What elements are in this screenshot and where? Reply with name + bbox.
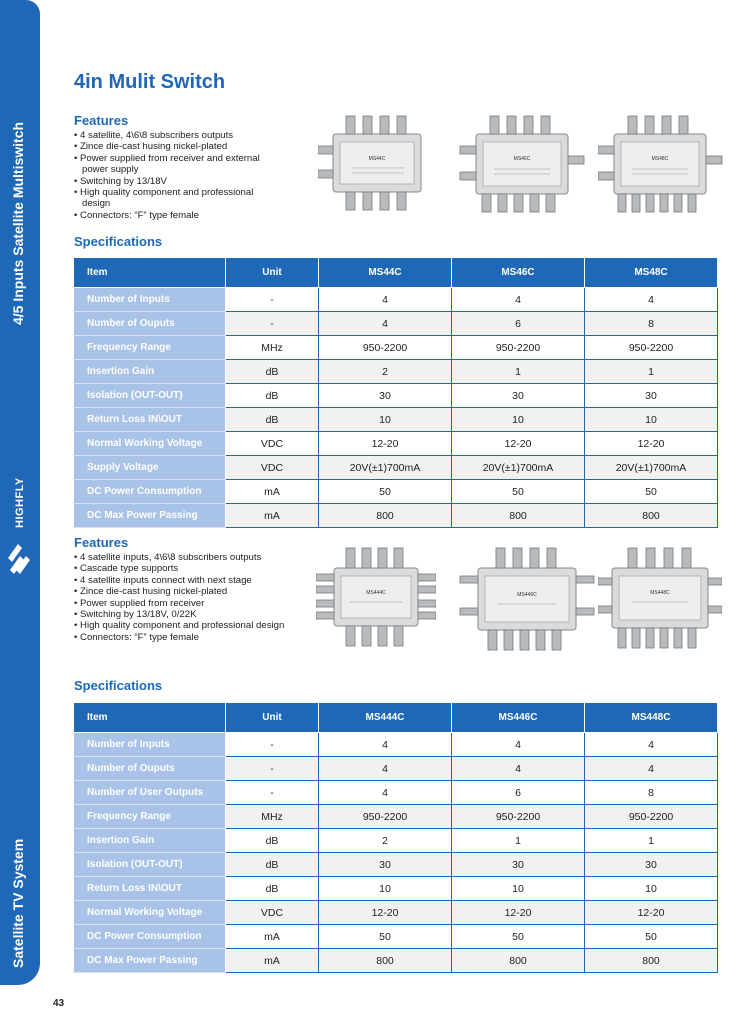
- column-header: MS44C: [319, 258, 452, 288]
- row-value: 8: [585, 781, 718, 805]
- table-row: [74, 480, 718, 504]
- multiswitch-device-image: [458, 112, 588, 217]
- device-label: MS44C: [368, 156, 386, 162]
- feature-item: • Connectors: “F” type female: [74, 632, 294, 643]
- column-header: MS446C: [452, 703, 585, 733]
- row-item-label: Insertion Gain: [74, 360, 226, 384]
- row-value: 30: [585, 853, 718, 877]
- row-unit: dB: [226, 384, 319, 408]
- column-header: MS444C: [319, 703, 452, 733]
- multiswitch-device-image: [316, 544, 436, 652]
- table-row: [74, 853, 718, 877]
- row-item-label: Number of User Outputs: [74, 781, 226, 805]
- device-label: MS446C: [517, 592, 537, 598]
- row-unit: dB: [226, 360, 319, 384]
- row-unit: -: [226, 312, 319, 336]
- page-number: 43: [53, 998, 65, 1009]
- row-item-label: Frequency Range: [74, 336, 226, 360]
- row-unit: -: [226, 733, 319, 757]
- table-row: [74, 456, 718, 480]
- sidebar-section-label: Satellite TV System: [10, 838, 26, 968]
- row-unit: VDC: [226, 901, 319, 925]
- row-value: 30: [452, 853, 585, 877]
- row-value: 20V(±1)700mA: [319, 456, 452, 480]
- row-value: 950-2200: [452, 805, 585, 829]
- row-item-label: Number of Ouputs: [74, 312, 226, 336]
- row-value: 1: [585, 829, 718, 853]
- row-value: 12-20: [452, 432, 585, 456]
- row-value: 20V(±1)700mA: [585, 456, 718, 480]
- row-value: 8: [585, 312, 718, 336]
- feature-item: • Zince die-cast husing nickel-plated: [74, 141, 284, 152]
- row-value: 950-2200: [585, 336, 718, 360]
- specifications-heading-1: Specifications: [74, 234, 163, 249]
- table-row: [74, 408, 718, 432]
- row-unit: VDC: [226, 456, 319, 480]
- table-header-row: [74, 703, 718, 733]
- row-value: 20V(±1)700mA: [452, 456, 585, 480]
- row-value: 950-2200: [585, 805, 718, 829]
- row-unit: dB: [226, 853, 319, 877]
- row-value: 12-20: [452, 901, 585, 925]
- row-item-label: Return Loss IN\OUT: [74, 877, 226, 901]
- device-label: MS48C: [651, 156, 669, 162]
- row-value: 10: [585, 408, 718, 432]
- row-value: 4: [585, 757, 718, 781]
- multiswitch-device-image: [458, 546, 596, 654]
- row-value: 4: [585, 733, 718, 757]
- row-unit: MHz: [226, 336, 319, 360]
- row-value: 800: [585, 949, 718, 973]
- row-value: 950-2200: [319, 805, 452, 829]
- row-item-label: Frequency Range: [74, 805, 226, 829]
- table-row: [74, 336, 718, 360]
- feature-item: • 4 satellite, 4\6\8 subscribers outputs: [74, 130, 284, 141]
- row-value: 2: [319, 360, 452, 384]
- table-row: [74, 949, 718, 973]
- row-value: 30: [452, 384, 585, 408]
- feature-item: • Cascade type supports: [74, 563, 294, 574]
- table-row: [74, 312, 718, 336]
- multiswitch-device-image: [598, 544, 722, 652]
- feature-item: • Power supplied from receiver and external power supply: [74, 153, 284, 176]
- row-item-label: Normal Working Voltage: [74, 901, 226, 925]
- multiswitch-device-image: [598, 112, 726, 217]
- table-row: [74, 805, 718, 829]
- table-row: [74, 384, 718, 408]
- row-item-label: Number of Ouputs: [74, 757, 226, 781]
- specifications-table-2: [73, 702, 718, 973]
- row-value: 4: [319, 312, 452, 336]
- row-unit: dB: [226, 829, 319, 853]
- row-value: 50: [319, 480, 452, 504]
- row-value: 1: [452, 829, 585, 853]
- row-unit: mA: [226, 504, 319, 528]
- row-item-label: Insertion Gain: [74, 829, 226, 853]
- column-header: Item: [74, 703, 226, 733]
- row-unit: mA: [226, 925, 319, 949]
- table-row: [74, 733, 718, 757]
- row-value: 6: [452, 312, 585, 336]
- device-label: MS46C: [513, 156, 531, 162]
- device-label: MS444C: [366, 590, 386, 596]
- row-value: 4: [452, 733, 585, 757]
- sidebar: [0, 0, 40, 1035]
- row-value: 12-20: [319, 432, 452, 456]
- specifications-heading-2: Specifications: [74, 678, 163, 693]
- row-unit: dB: [226, 408, 319, 432]
- row-value: 10: [452, 408, 585, 432]
- row-item-label: DC Max Power Passing: [74, 949, 226, 973]
- feature-item: • 4 satellite inputs connect with next stage: [74, 575, 294, 586]
- feature-item: • Power supplied from receiver: [74, 598, 294, 609]
- row-value: 4: [452, 757, 585, 781]
- multiswitch-device-image: [318, 112, 436, 214]
- table-row: [74, 829, 718, 853]
- table-row: [74, 901, 718, 925]
- column-header: Item: [74, 258, 226, 288]
- row-value: 12-20: [585, 901, 718, 925]
- row-value: 800: [319, 949, 452, 973]
- row-item-label: DC Power Consumption: [74, 925, 226, 949]
- row-value: 12-20: [319, 901, 452, 925]
- row-item-label: Isolation (OUT-OUT): [74, 384, 226, 408]
- row-value: 50: [452, 925, 585, 949]
- row-value: 10: [319, 877, 452, 901]
- row-value: 800: [452, 949, 585, 973]
- table-row: [74, 288, 718, 312]
- row-value: 1: [452, 360, 585, 384]
- row-value: 50: [585, 480, 718, 504]
- features-heading-1: Features: [74, 113, 129, 128]
- row-item-label: Return Loss IN\OUT: [74, 408, 226, 432]
- row-unit: -: [226, 781, 319, 805]
- table-row: [74, 360, 718, 384]
- feature-item: • Connectors: “F” type female: [74, 210, 284, 221]
- column-header: Unit: [226, 703, 319, 733]
- row-item-label: Isolation (OUT-OUT): [74, 853, 226, 877]
- sidebar-category-label: 4/5 Inputs Satellite Multiswitch: [10, 121, 26, 325]
- features-list-2: [74, 552, 294, 643]
- row-item-label: Normal Working Voltage: [74, 432, 226, 456]
- table-row: [74, 504, 718, 528]
- row-item-label: Number of Inputs: [74, 288, 226, 312]
- table-row: [74, 781, 718, 805]
- row-unit: mA: [226, 480, 319, 504]
- row-value: 50: [585, 925, 718, 949]
- device-label: MS448C: [650, 590, 670, 596]
- row-value: 30: [319, 853, 452, 877]
- row-value: 12-20: [585, 432, 718, 456]
- page-title: 4in Mulit Switch: [74, 71, 226, 93]
- table-row: [74, 757, 718, 781]
- row-value: 50: [452, 480, 585, 504]
- feature-item: • High quality component and professional design: [74, 187, 284, 210]
- row-item-label: Number of Inputs: [74, 733, 226, 757]
- specifications-table-1: [73, 257, 718, 528]
- features-heading-2: Features: [74, 535, 129, 550]
- row-unit: MHz: [226, 805, 319, 829]
- row-value: 4: [585, 288, 718, 312]
- row-value: 4: [452, 288, 585, 312]
- table-header-row: [74, 258, 718, 288]
- feature-item: • High quality component and professional design: [74, 620, 294, 631]
- row-item-label: Supply Voltage: [74, 456, 226, 480]
- row-value: 50: [319, 925, 452, 949]
- row-value: 4: [319, 733, 452, 757]
- feature-item: • Zince die-cast husing nickel-plated: [74, 586, 294, 597]
- column-header: MS448C: [585, 703, 718, 733]
- row-unit: -: [226, 288, 319, 312]
- table-body: [74, 288, 718, 528]
- table-body: [74, 733, 718, 973]
- table-row: [74, 432, 718, 456]
- row-value: 800: [452, 504, 585, 528]
- row-value: 2: [319, 829, 452, 853]
- row-value: 10: [452, 877, 585, 901]
- row-value: 4: [319, 781, 452, 805]
- feature-item: • Switching by 13/18V, 0/22K: [74, 609, 294, 620]
- row-value: 1: [585, 360, 718, 384]
- features-list-1: [74, 130, 284, 221]
- row-unit: VDC: [226, 432, 319, 456]
- brand-name: HIGHFLY: [14, 477, 26, 528]
- row-value: 4: [319, 288, 452, 312]
- column-header: MS46C: [452, 258, 585, 288]
- row-value: 950-2200: [452, 336, 585, 360]
- feature-item: • Switching by 13/18V: [74, 176, 284, 187]
- feature-item: • 4 satellite inputs, 4\6\8 subscribers outputs: [74, 552, 294, 563]
- row-value: 10: [585, 877, 718, 901]
- row-value: 800: [585, 504, 718, 528]
- row-unit: -: [226, 757, 319, 781]
- row-item-label: DC Power Consumption: [74, 480, 226, 504]
- row-value: 6: [452, 781, 585, 805]
- row-value: 950-2200: [319, 336, 452, 360]
- row-value: 30: [319, 384, 452, 408]
- row-value: 30: [585, 384, 718, 408]
- table-row: [74, 925, 718, 949]
- row-unit: mA: [226, 949, 319, 973]
- table-row: [74, 877, 718, 901]
- row-item-label: DC Max Power Passing: [74, 504, 226, 528]
- column-header: Unit: [226, 258, 319, 288]
- row-value: 10: [319, 408, 452, 432]
- column-header: MS48C: [585, 258, 718, 288]
- row-unit: dB: [226, 877, 319, 901]
- row-value: 4: [319, 757, 452, 781]
- row-value: 800: [319, 504, 452, 528]
